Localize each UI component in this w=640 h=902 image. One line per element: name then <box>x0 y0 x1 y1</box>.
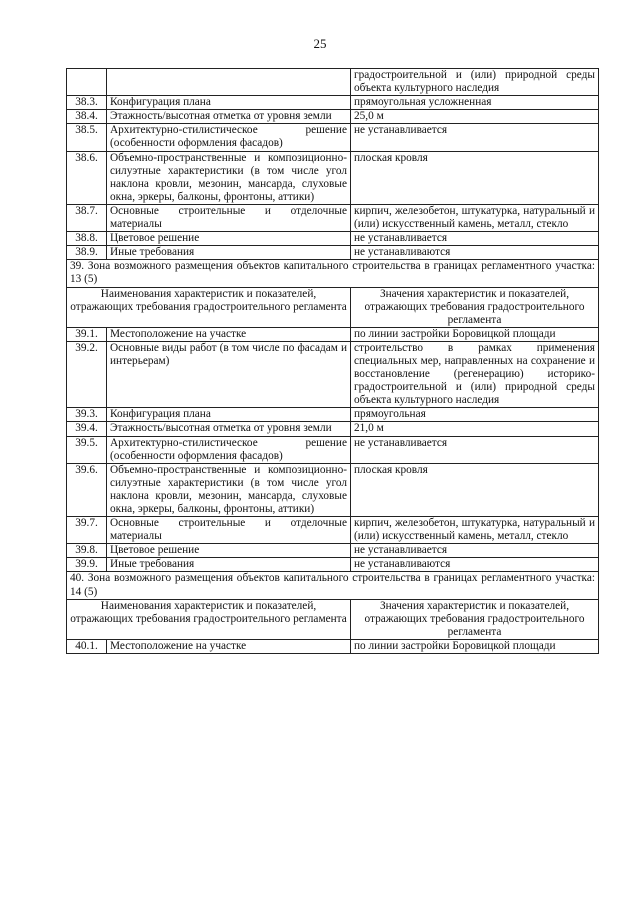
row-value: 21,0 м <box>351 422 599 436</box>
row-name: Объемно-пространственные и композиционно-силуэтные характеристики (в том числе угол наклона кровли, мезонин, мансарда, слуховые окна, эркеры, балконы, фронтоны, аттики) <box>107 463 351 516</box>
row-number: 39.9. <box>67 558 107 572</box>
row-name: Конфигурация плана <box>107 96 351 110</box>
row-name: Цветовое решение <box>107 232 351 246</box>
column-header-characteristics: Наименования характеристик и показателей, отражающих требования градостроительного регламента <box>67 287 351 327</box>
row-name: Этажность/высотная отметка от уровня земли <box>107 110 351 124</box>
table-row <box>67 96 599 110</box>
zone-title: 39. Зона возможного размещения объектов капитального строительства в границах регламентного участка: 13 (5) <box>67 260 599 287</box>
table-row <box>67 341 599 407</box>
table-row <box>67 232 599 246</box>
table-row <box>67 408 599 422</box>
row-name: Этажность/высотная отметка от уровня земли <box>107 422 351 436</box>
table-row <box>67 544 599 558</box>
row-value: не устанавливается <box>351 436 599 463</box>
row-value: прямоугольная <box>351 408 599 422</box>
row-value: не устанавливается <box>351 544 599 558</box>
column-header-row <box>67 599 599 639</box>
row-value: не устанавливаются <box>351 246 599 260</box>
row-name: Конфигурация плана <box>107 408 351 422</box>
row-name <box>107 69 351 96</box>
column-header-characteristics: Наименования характеристик и показателей, отражающих требования градостроительного регламента <box>67 599 351 639</box>
table-row <box>67 246 599 260</box>
row-value: по линии застройки Боровицкой площади <box>351 639 599 653</box>
table-row <box>67 436 599 463</box>
column-header-row <box>67 287 599 327</box>
row-name: Цветовое решение <box>107 544 351 558</box>
row-number: 38.9. <box>67 246 107 260</box>
row-value: плоская кровля <box>351 151 599 204</box>
row-number: 40.1. <box>67 639 107 653</box>
row-number: 39.7. <box>67 517 107 544</box>
table-row <box>67 204 599 231</box>
row-number: 38.8. <box>67 232 107 246</box>
regulation-table <box>66 68 599 654</box>
row-name: Иные требования <box>107 558 351 572</box>
row-number: 39.1. <box>67 327 107 341</box>
zone-title-row <box>67 260 599 287</box>
table-row <box>67 151 599 204</box>
row-number: 39.3. <box>67 408 107 422</box>
row-number: 39.2. <box>67 341 107 407</box>
row-name: Архитектурно-стилистическое решение (особенности оформления фасадов) <box>107 436 351 463</box>
row-number: 38.6. <box>67 151 107 204</box>
row-value: строительство в рамках применения специальных мер, направленных на сохранение и восстановление (регенерацию) историко-градостроительной и (или) природной среды объекта культурного наследия <box>351 341 599 407</box>
row-number: 39.4. <box>67 422 107 436</box>
row-name: Основные строительные и отделочные материалы <box>107 517 351 544</box>
row-name: Иные требования <box>107 246 351 260</box>
row-number: 38.7. <box>67 204 107 231</box>
column-header-values: Значения характеристик и показателей, отражающих требования градостроительного регламента <box>351 287 599 327</box>
column-header-values: Значения характеристик и показателей, отражающих требования градостроительного регламента <box>351 599 599 639</box>
row-number: 38.4. <box>67 110 107 124</box>
row-value: кирпич, железобетон, штукатурка, натуральный и (или) искусственный камень, металл, стекло <box>351 204 599 231</box>
row-number <box>67 69 107 96</box>
row-number: 39.5. <box>67 436 107 463</box>
row-name: Архитектурно-стилистическое решение (особенности оформления фасадов) <box>107 124 351 151</box>
row-name: Основные строительные и отделочные материалы <box>107 204 351 231</box>
row-name: Местоположение на участке <box>107 639 351 653</box>
zone-title: 40. Зона возможного размещения объектов капитального строительства в границах регламентного участка: 14 (5) <box>67 572 599 599</box>
row-value: не устанавливаются <box>351 558 599 572</box>
table-row <box>67 422 599 436</box>
table-row <box>67 110 599 124</box>
row-value: кирпич, железобетон, штукатурка, натуральный и (или) искусственный камень, металл, стекло <box>351 517 599 544</box>
row-name: Местоположение на участке <box>107 327 351 341</box>
row-value: прямоугольная усложненная <box>351 96 599 110</box>
row-value: градостроительной и (или) природной среды объекта культурного наследия <box>351 69 599 96</box>
table-row <box>67 517 599 544</box>
row-number: 38.3. <box>67 96 107 110</box>
zone-title-row <box>67 572 599 599</box>
table-row <box>67 69 599 96</box>
row-value: плоская кровля <box>351 463 599 516</box>
page-number: 25 <box>313 36 327 51</box>
table-row <box>67 124 599 151</box>
row-value: не устанавливается <box>351 232 599 246</box>
table-row <box>67 327 599 341</box>
row-number: 39.8. <box>67 544 107 558</box>
row-number: 39.6. <box>67 463 107 516</box>
row-value: 25,0 м <box>351 110 599 124</box>
table-row <box>67 639 599 653</box>
row-value: не устанавливается <box>351 124 599 151</box>
row-value: по линии застройки Боровицкой площади <box>351 327 599 341</box>
row-name: Основные виды работ (в том числе по фасадам и интерьерам) <box>107 341 351 407</box>
table-row <box>67 558 599 572</box>
row-number: 38.5. <box>67 124 107 151</box>
row-name: Объемно-пространственные и композиционно-силуэтные характеристики (в том числе угол наклона кровли, мезонин, мансарда, слуховые окна, эркеры, балконы, фронтоны, аттики) <box>107 151 351 204</box>
table-row <box>67 463 599 516</box>
